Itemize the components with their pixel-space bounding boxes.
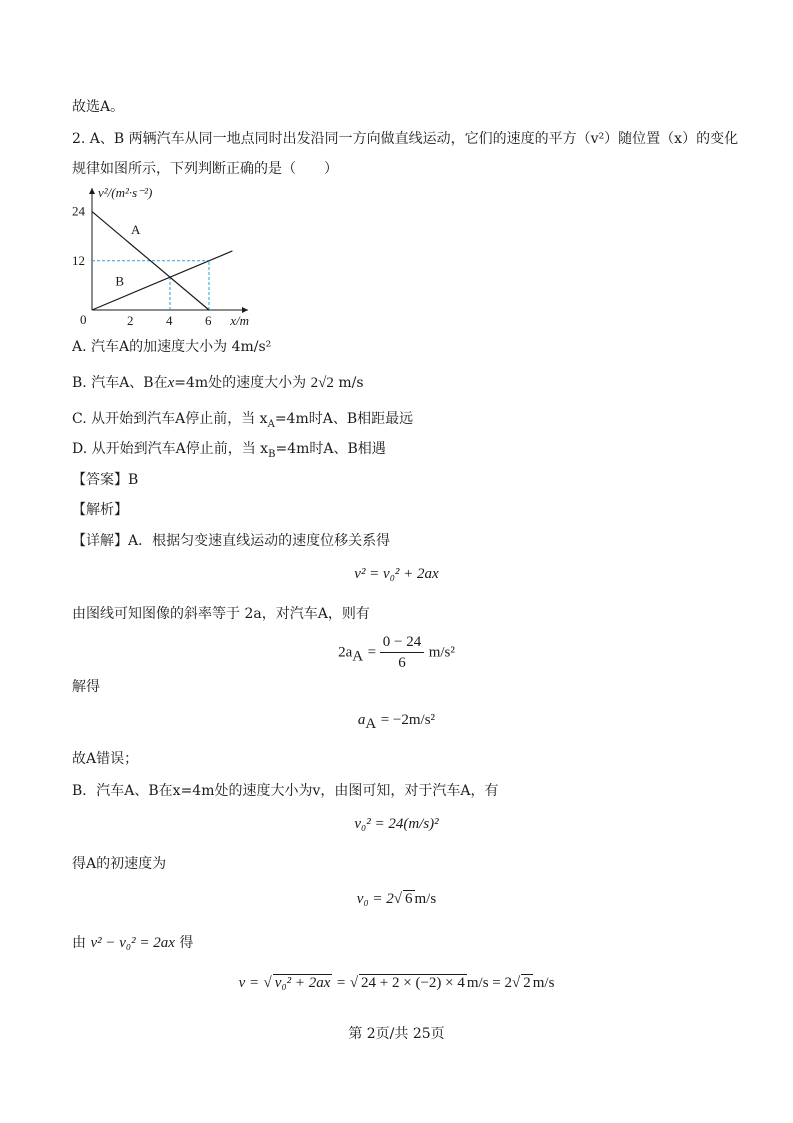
- x-axis-label: x/m: [230, 313, 250, 328]
- origin-label: 0: [80, 312, 87, 327]
- equation-2: $2a_A$ = $\frac{0 - 24}{6}$ m/s²: [338, 634, 455, 671]
- equation-5: v₀ = 2√ 6 m/s: [356, 891, 437, 907]
- option-c-sub: A: [267, 418, 275, 430]
- option-c-text: C. 从开始到汽车A停止前，当 x: [72, 411, 268, 427]
- page-footer: 第 2页/共 25页: [348, 1026, 445, 1042]
- detail-line: 【详解】A．根据匀变速直线运动的速度位移关系得: [72, 533, 391, 549]
- option-d: [72, 438, 386, 460]
- eq6-radicand-3: 2: [523, 975, 531, 991]
- series-label-B: B: [115, 273, 125, 289]
- eq6-unit: m/s = 2: [466, 975, 513, 991]
- eq2-lhs-sub: A: [352, 648, 364, 665]
- equation-6: v = √ v₀² + 2ax = √ 24 + 2 × (−2) × 4 m/s = 2√ 2 m/s: [238, 975, 555, 991]
- eq2-lhs: 2a: [338, 644, 353, 661]
- analysis-line: 【解析】: [72, 502, 128, 518]
- eq5-unit: m/s: [414, 891, 437, 907]
- eq2-numerator: 0 − 24: [380, 632, 424, 653]
- eq6-radicand-2: 24 + 2 × (−2) × 4: [361, 975, 465, 991]
- eq6-radicand-1: v₀² + 2ax: [274, 975, 331, 991]
- option-b-x: x: [167, 375, 175, 391]
- y-tick-12: 12: [72, 252, 85, 268]
- option-b-prefix: B. 汽车A、B在: [72, 375, 168, 391]
- option-b-unit: m/s: [338, 375, 364, 391]
- y-axis-label: v²/(m²·s⁻²): [98, 185, 153, 200]
- equation-3: [0, 712, 793, 733]
- option-b: [72, 372, 364, 392]
- eq2-unit: m/s²: [428, 644, 455, 661]
- eq3-sub: A: [365, 715, 377, 732]
- series-label-A: A: [131, 222, 141, 238]
- equation-1: v² = v₀² + 2ax: [354, 566, 439, 582]
- eq6-lhs: v =: [238, 975, 260, 991]
- option-a-text: A. 汽车A的加速度大小为 4m/s²: [72, 339, 272, 355]
- eq5-lhs: v₀ = 2: [356, 891, 394, 907]
- option-d-text: D. 从开始到汽车A停止前，当 x: [72, 441, 269, 457]
- eq3-rhs: = −2m/s²: [380, 712, 436, 728]
- eq2-denominator: 6: [398, 655, 406, 671]
- option-a: [72, 336, 271, 356]
- eq6-unit-2: m/s: [532, 975, 555, 991]
- b-analysis-line: B．汽车A、B在x=4m处的速度大小为v，由图可知，对于汽车A，有: [72, 783, 499, 799]
- question-line-1: 2. A、B 两辆汽车从同一地点同时出发沿同一方向做直线运动，它们的速度的平方（v²）随位置（x）的变化: [72, 131, 739, 147]
- initial-velocity-line: 得A的初速度为: [72, 856, 167, 872]
- option-b-mid: =4m处的速度大小为: [174, 375, 307, 391]
- eq2-fraction: [380, 632, 424, 673]
- equation-4: v₀² = 24(m/s)²: [354, 816, 439, 832]
- option-c-rest: =4m时A、B相距最远: [274, 411, 414, 427]
- series-line-B: [92, 251, 232, 310]
- eq3-a: a: [357, 712, 366, 728]
- v2-x-chart: [70, 180, 270, 330]
- solve-line: 解得: [72, 679, 100, 695]
- question-line-2: 规律如图所示，下列判断正确的是（ ）: [72, 161, 338, 177]
- option-d-sub: B: [268, 448, 276, 460]
- y-tick-24: 24: [72, 203, 85, 219]
- from-prefix: 由: [72, 935, 86, 951]
- slope-line: 由图线可知图像的斜率等于 2a，对汽车A，则有: [72, 606, 370, 622]
- from-equation: v² − v₀² = 2ax: [90, 935, 175, 951]
- option-d-rest: =4m时A、B相遇: [275, 441, 386, 457]
- option-b-value: 2√2: [310, 375, 334, 391]
- answer-line: 【答案】B: [72, 472, 139, 488]
- from-line: [72, 932, 193, 952]
- conclusion-line: 故选A。: [72, 99, 125, 115]
- option-c: [72, 408, 413, 430]
- x-tick-4: 4: [166, 313, 173, 328]
- x-tick-6: 6: [205, 313, 212, 328]
- eq6-equals: =: [336, 975, 346, 991]
- x-tick-2: 2: [127, 313, 134, 328]
- a-wrong-line: 故A错误；: [72, 751, 139, 767]
- eq5-radicand: 6: [405, 891, 413, 907]
- from-suffix: 得: [179, 935, 194, 951]
